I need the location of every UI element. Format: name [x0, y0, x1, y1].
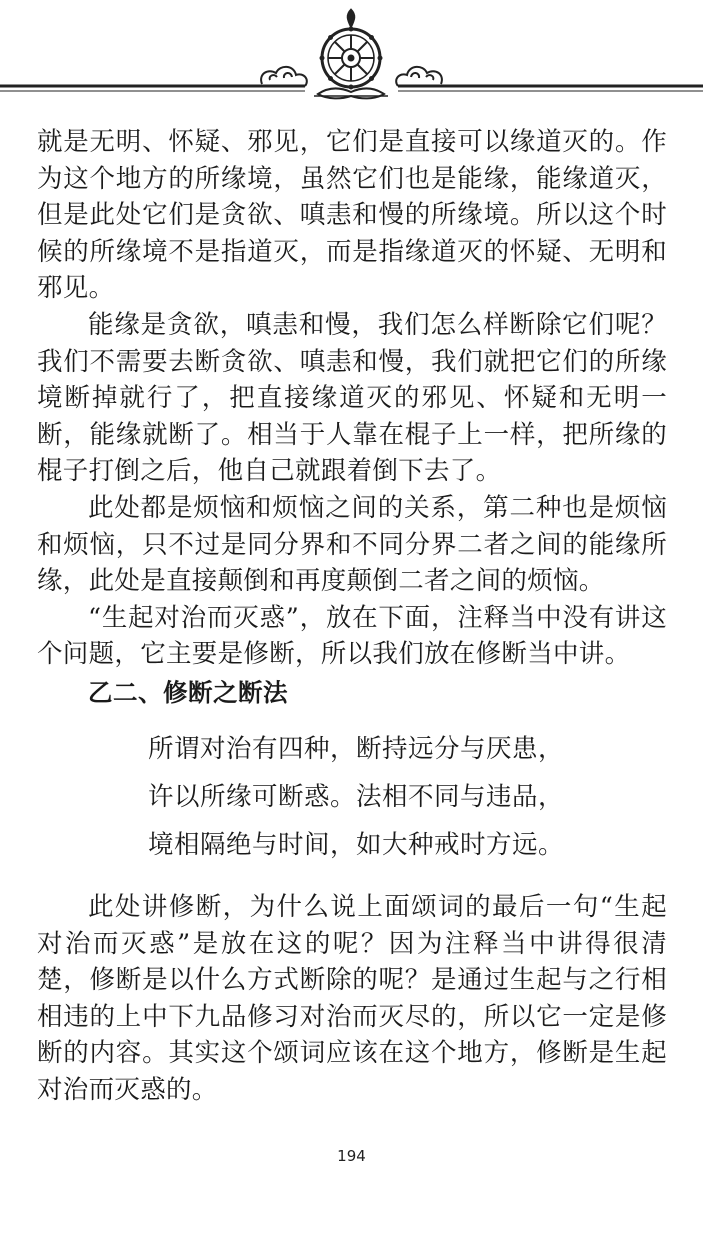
paragraph: 就是无明、怀疑、邪见，它们是直接可以缘道灭的。作为这个地方的所缘境，虽然它们也是能缘，能缘道灭，但是此处它们是贪欲、嗔恚和慢的所缘境。所以这个时候的所缘境不是指道灭，而是指缘道灭的怀疑、无明和邪见。: [37, 127, 667, 304]
cloud-scroll-icon: [396, 67, 442, 86]
section-heading: 乙二、修断之断法: [88, 677, 288, 707]
verse-line: 许以所缘可断惑。法相不同与违品，: [148, 781, 565, 812]
paragraph: “生起对治而灭惑”，放在下面，注释当中没有讲这个问题，它主要是修断，所以我们放在修断当中讲。: [37, 602, 667, 670]
verse-line: 境相隔绝与时间，如大种戒时方远。: [148, 829, 565, 860]
page-number: 194: [337, 1147, 366, 1165]
paragraph: 此处都是烦恼和烦恼之间的关系，第二种也是烦恼和烦恼，只不过是同分界和不同分界二者之间的能缘所缘，此处是直接颠倒和再度颠倒二者之间的烦恼。: [37, 492, 667, 597]
page-body: [37, 124, 667, 1108]
header-ornament: [0, 0, 703, 110]
verse-block: [37, 725, 667, 869]
paragraph: 能缘是贪欲，嗔恚和慢，我们怎么样断除它们呢？我们不需要去断贪欲、嗔恚和慢，我们就把它们的所缘境断掉就行了，把直接缘道灭的邪见、怀疑和无明一断，能缘就断了。相当于人靠在棍子上一样，把所缘的棍子打倒之后，他自己就跟着倒下去了。: [37, 309, 667, 487]
verse-line: 所谓对治有四种，断持远分与厌患，: [148, 733, 565, 764]
paragraph: 此处讲修断，为什么说上面颂词的最后一句“生起对治而灭惑”是放在这的呢？因为注释当中讲得很清楚，修断是以什么方式断除的呢？是通过生起与之行相相违的上中下九品修习对治而灭尽的，所以它一定是修断的内容。其实这个颂词应该在这个地方，修断是生起对治而灭惑的。: [37, 891, 667, 1105]
page-header: [0, 0, 703, 110]
cloud-scroll-icon: [261, 67, 307, 86]
dharma-wheel-icon: [314, 9, 388, 98]
